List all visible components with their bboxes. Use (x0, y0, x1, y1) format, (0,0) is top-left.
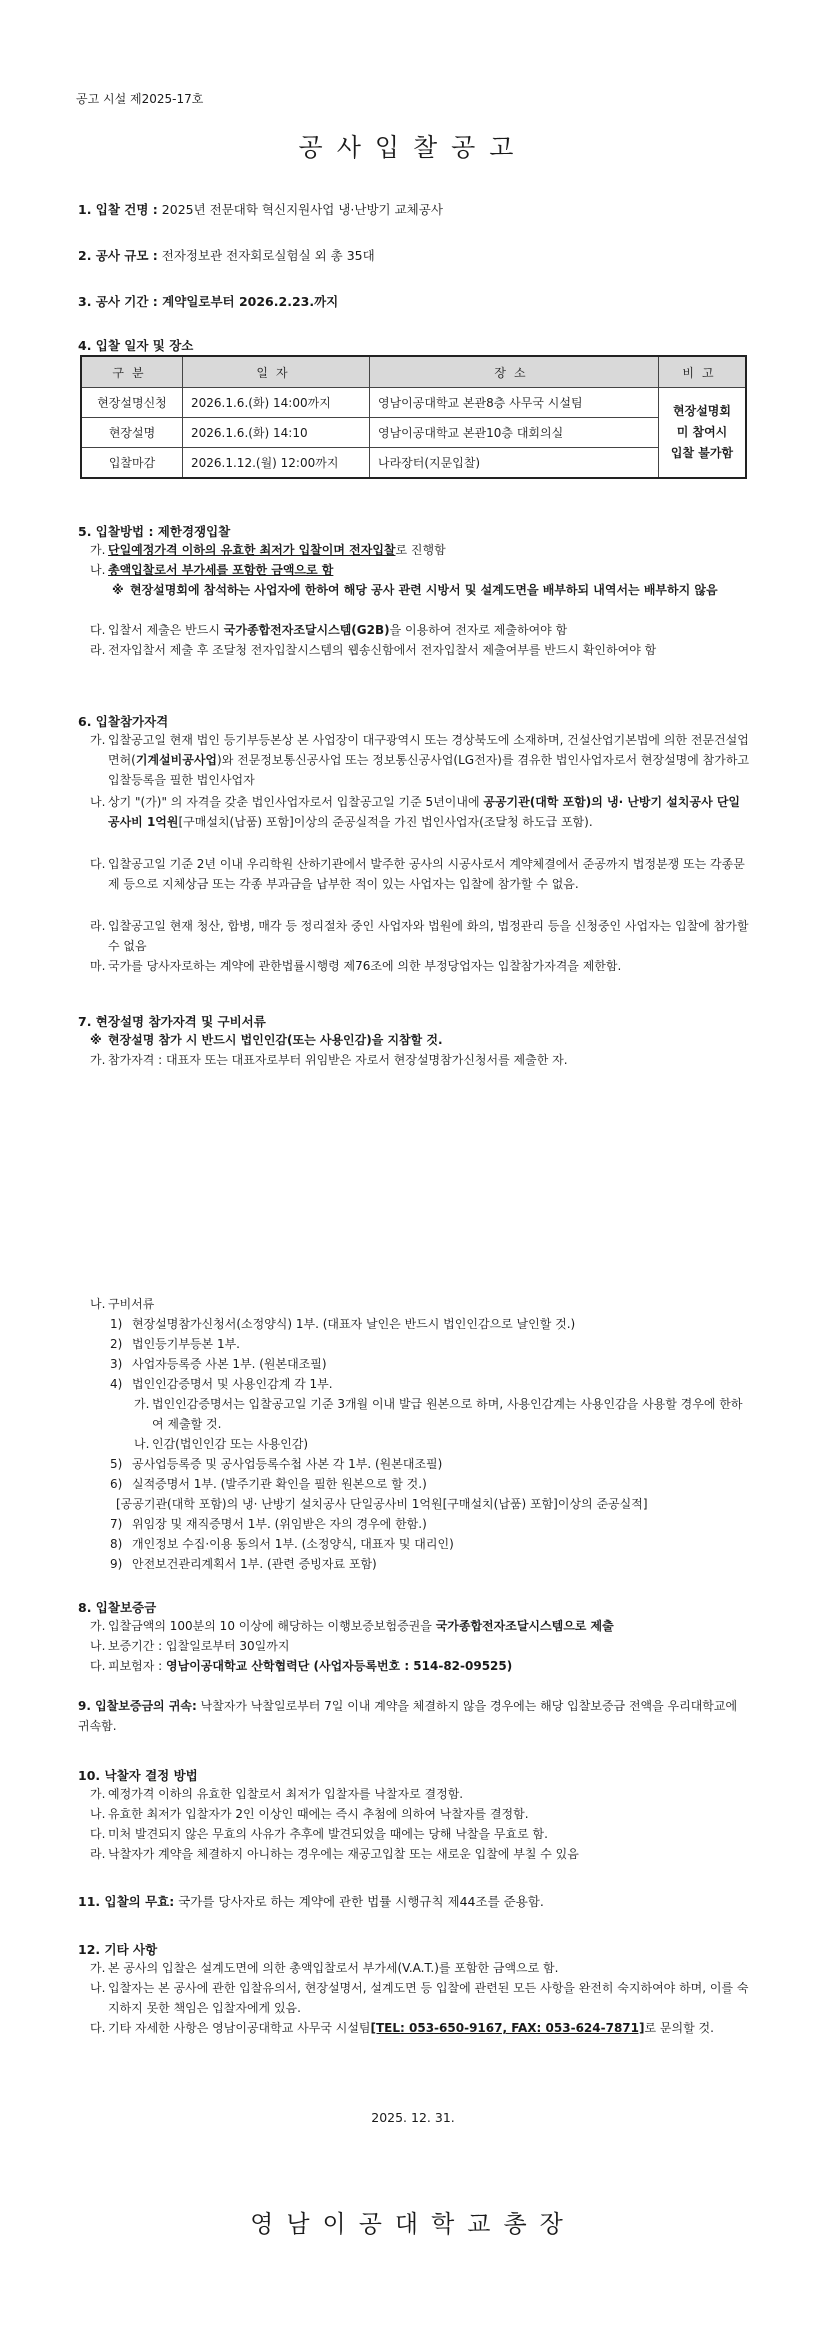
section-12-label: 12. 기타 사항 (78, 1942, 158, 1957)
insured-label: 피보험자 : (108, 1659, 167, 1673)
section-1 (78, 200, 443, 218)
award-rule-text: 미처 발견되지 않은 무효의 사유가 추후에 발견되었을 때에는 당해 낙찰을 무효로 함. (108, 1827, 548, 1841)
submission-check-text: 전자입찰서 제출 후 조달청 전자입찰시스템의 웹송신함에서 전자입찰서 제출여부를 반드시 확인하여야 함 (108, 643, 657, 657)
document-item (110, 1474, 750, 1494)
section-5-label: 5. 입찰방법 : 제한경쟁입찰 (78, 524, 231, 539)
section-3 (78, 292, 338, 310)
section-10-item (90, 1844, 750, 1864)
item-marker: 1) (110, 1317, 123, 1331)
section-7-note (90, 1030, 730, 1050)
document-item-text: 실적증명서 1부. (발주기관 확인을 필한 원본으로 할 것.) (132, 1477, 427, 1491)
document-subitem-text: 법인인감증명서는 입찰공고일 기준 3개월 이내 발급 원본으로 하며, 사용인감계는 사용인감을 사용할 경우에 한하여 제출할 것. (152, 1397, 743, 1431)
item-marker: 마. (90, 959, 106, 973)
license-name: 기계설비공사업 (135, 753, 218, 767)
schedule-cell-place: 나라장터(지문입찰) (370, 448, 659, 479)
contact-text: 기타 자세한 사항은 영남이공대학교 사무국 시설팀 (108, 2021, 371, 2035)
schedule-remark-line: 입찰 불가함 (670, 446, 734, 460)
section-5 (78, 522, 230, 540)
document-item-text: 안전보건관리계획서 1부. (관련 증빙자료 포함) (132, 1557, 377, 1571)
schedule-cell-place: 영남이공대학교 본관8층 사무국 시설팀 (370, 388, 659, 418)
unfit-bidder-text: 국가를 당사자로하는 계약에 관한법률시행령 제76조에 의한 부정당업자는 입찰참가자격을 제한함. (108, 959, 622, 973)
section-11-value: 국가를 당사자로 하는 계약에 관한 법률 시행규칙 제44조를 준용함. (174, 1894, 544, 1909)
section-3-label: 3. 공사 기간 : (78, 294, 158, 309)
item-marker: 다. (90, 857, 106, 871)
section-7-item-na (90, 1294, 750, 1314)
schedule-cell-place: 영남이공대학교 본관10층 대회의실 (370, 418, 659, 448)
section-10-item (90, 1824, 750, 1844)
schedule-header-date: 일자 (183, 356, 370, 388)
document-item-text: 현장설명참가신청서(소정양식) 1부. (대표자 날인은 반드시 법인인감으로 날인할 것.) (132, 1317, 576, 1331)
submission-text: 입찰서 제출은 반드시 (108, 623, 224, 637)
item-marker: 8) (110, 1537, 123, 1551)
performance-text-suffix: [구매설치(납품) 포함]이상의 준공실적을 가진 법인사업자(조달청 하도급 포함). (178, 815, 593, 829)
item-marker: 라. (90, 643, 106, 657)
schedule-cell-type: 입찰마감 (81, 448, 183, 479)
liquidation-restriction-text: 입찰공고일 현재 청산, 합병, 매각 등 정리절차 중인 사업자와 법원에 화의, 법정관리 등을 신청중인 사업자는 입찰에 참가할 수 없음 (108, 919, 749, 953)
item-marker: 가. (90, 1619, 106, 1633)
schedule-remark-line: 현장설명회 (673, 404, 731, 418)
guarantee-period-text: 보증기간 : 입찰일로부터 30일까지 (108, 1639, 290, 1653)
section-5-item-na (90, 560, 750, 580)
performance-requirement: 공공기관(대학 포함)의 냉· 난방기 설치공사 단일공사비 1억원 (108, 795, 741, 829)
deposit-text: 입찰금액의 100분의 10 이상에 해당하는 이행보증보험증권을 (108, 1619, 436, 1633)
schedule-header-type: 구분 (81, 356, 183, 388)
section-6 (78, 712, 168, 730)
item-marker: 가. (90, 1053, 106, 1067)
document-item (110, 1334, 750, 1354)
schedule-cell-type: 현장설명 (81, 418, 183, 448)
section-12-item-na (90, 1978, 750, 2018)
document-item-text: 사업자등록증 사본 1부. (원본대조필) (132, 1357, 327, 1371)
section-10-item (90, 1784, 750, 1804)
section-12-item-ga (90, 1958, 750, 1978)
item-marker: 3) (110, 1357, 123, 1371)
item-marker: 가. (90, 733, 106, 747)
lump-sum-text: 총액입찰로서 부가세를 포함한 금액으로 함 (108, 563, 334, 577)
item-marker: 2) (110, 1337, 123, 1351)
schedule-cell-type: 현장설명신청 (81, 388, 183, 418)
required-documents-label: 구비서류 (108, 1297, 155, 1311)
item-marker: 다. (90, 1659, 106, 1673)
performance-text: 상기 "(가)" 의 자격을 갖춘 법인사업자로서 입찰공고일 기준 5년이내에 (108, 795, 484, 809)
bid-type-text: 단일예정가격 이하의 유효한 최저가 입찰이며 전자입찰 (108, 543, 396, 557)
section-12-item-da (90, 2018, 750, 2038)
item-marker: 다. (90, 2021, 106, 2035)
submission-text-suffix: 을 이용하여 전자로 제출하여야 함 (389, 623, 568, 637)
section-6-label: 6. 입찰참가자격 (78, 714, 169, 729)
site-briefing-note: 현장설명회에 참석하는 사업자에 한하여 해당 공사 관련 시방서 및 설계도면을 배부하되 내역서는 배부하지 않음 (130, 583, 718, 597)
section-6-item-ma (90, 956, 750, 976)
award-rule-text: 예정가격 이하의 유효한 입찰로서 최저가 입찰자를 낙찰자로 결정함. (108, 1787, 464, 1801)
item-marker: 가. (134, 1397, 150, 1411)
section-5-item-ga (90, 540, 750, 560)
section-2-label: 2. 공사 규모 : (78, 248, 158, 263)
item-marker: 다. (90, 1827, 106, 1841)
document-item (110, 1354, 750, 1374)
section-8-item-ga (90, 1616, 750, 1636)
document-item (110, 1454, 750, 1474)
section-7-item-ga (90, 1050, 750, 1070)
section-6-item-na (90, 792, 750, 832)
performance-note-text: [공공기관(대학 포함)의 냉· 난방기 설치공사 단일공사비 1억원[구매설치(납품) 포함]이상의 준공실적] (116, 1497, 648, 1511)
deposit-submission: 국가종합전자조달시스템으로 제출 (435, 1619, 614, 1633)
document-item-text: 위임장 및 재직증명서 1부. (위임받은 자의 경우에 한함.) (132, 1517, 427, 1531)
item-marker: 나. (90, 1639, 106, 1653)
participant-qualification-text: 참가자격 : 대표자 또는 대표자로부터 위임받은 자로서 현장설명참가신청서를 제출한 자. (108, 1053, 568, 1067)
item-marker: 나. (90, 795, 106, 809)
document-item-text: 법인인감증명서 및 사용인감계 각 1부. (132, 1377, 333, 1391)
item-marker: 나. (90, 563, 106, 577)
bid-type-suffix: 로 진행함 (395, 543, 446, 557)
performance-note (116, 1494, 756, 1514)
section-7-label: 7. 현장설명 참가자격 및 구비서류 (78, 1014, 266, 1029)
item-marker: 5) (110, 1457, 123, 1471)
item-marker: 나. (90, 1981, 106, 1995)
section-5-item-ra (90, 640, 750, 660)
section-10 (78, 1766, 198, 1784)
document-subitem (134, 1434, 750, 1454)
section-2-value: 전자정보관 전자회로실험실 외 총 35대 (157, 248, 375, 263)
section-6-item-ra (90, 916, 750, 956)
item-marker: 나. (134, 1437, 150, 1451)
document-subitem (134, 1394, 750, 1434)
document-item (110, 1554, 750, 1574)
schedule-row (81, 448, 746, 479)
item-marker: 7) (110, 1517, 123, 1531)
seal-required-note: 현장설명 참가 시 반드시 법인인감(또는 사용인감)을 지참할 것. (108, 1033, 443, 1047)
award-rule-text: 낙찰자가 계약을 체결하지 아니하는 경우에는 재공고입찰 또는 새로운 입찰에 부칠 수 있음 (108, 1847, 579, 1861)
section-10-item (90, 1804, 750, 1824)
document-item-text: 개인정보 수집·이용 동의서 1부. (소정양식, 대표자 및 대리인) (132, 1537, 454, 1551)
schedule-cell-date: 2026.1.6.(화) 14:10 (183, 418, 370, 448)
section-11-label: 11. 입찰의 무효: (78, 1894, 175, 1909)
page-title: 공사입찰공고 (298, 133, 528, 162)
section-4 (78, 336, 193, 354)
item-marker: 라. (90, 919, 106, 933)
section-8-item-da (90, 1656, 750, 1676)
g2b-system-name: 국가종합전자조달시스템(G2B) (223, 623, 390, 637)
qualification-text: 입찰공고일 현재 법인 등기부등본상 본 사업장이 대구광역시 또는 경상북도에 소재하며, 건설산업기본법에 의한 전문건설업 면허( (108, 733, 749, 767)
section-1-value: 2025년 전문대학 혁신지원사업 냉·난방기 교체공사 (157, 202, 443, 217)
contact-text-suffix: 로 문의할 것. (644, 2021, 714, 2035)
section-3-value: 계약일로부터 2026.2.23.까지 (157, 294, 339, 309)
dispute-restriction-text: 입찰공고일 기준 2년 이내 우리학원 산하기관에서 발주한 공사의 시공사로서 계약체결에서 준공까지 법정분쟁 또는 각종문제 등으로 지체상금 또는 각종 부과금을 납부한 적이 있는 사업자는 입찰에 참가할 수 없음. (108, 857, 745, 891)
item-marker: 4) (110, 1377, 123, 1391)
schedule-remark-line: 미 참여시 (676, 425, 728, 439)
schedule-header-place: 장소 (370, 356, 659, 388)
item-marker: 다. (90, 623, 106, 637)
section-2 (78, 246, 375, 264)
section-8-item-na (90, 1636, 750, 1656)
section-1-label: 1. 입찰 건명 : (78, 202, 158, 217)
schedule-cell-date: 2026.1.12.(월) 12:00까지 (183, 448, 370, 479)
issuer-signature: 영남이공대학교총장 (250, 2210, 576, 2238)
contact-phone-fax: [TEL: 053-650-9167, FAX: 053-624-7871] (370, 2021, 645, 2035)
schedule-header-remark: 비고 (659, 356, 747, 388)
section-11 (78, 1892, 544, 1910)
schedule-remark (659, 388, 747, 479)
document-item (110, 1314, 750, 1334)
section-6-item-da (90, 854, 750, 894)
schedule-cell-date: 2026.1.6.(화) 14:00까지 (183, 388, 370, 418)
section-9-label: 9. 입찰보증금의 귀속: (78, 1699, 197, 1713)
schedule-table (80, 355, 747, 479)
qualification-text-suffix: )와 전문정보통신공사업 또는 정보통신공사업(LG전자)를 겸유한 법인사업자로서 현장설명에 참가하고 입찰등록을 필한 법인사업자 (108, 753, 750, 787)
section-9-value: 낙찰자가 낙찰일로부터 7일 이내 계약을 체결하지 않을 경우에는 해당 입찰보증금 전액을 우리대학교에 귀속함. (78, 1699, 738, 1733)
schedule-row (81, 418, 746, 448)
misc-text: 입찰자는 본 공사에 관한 입찰유의서, 현장설명서, 설계도면 등 입찰에 관련된 모든 사항을 완전히 숙지하여야 하며, 이를 숙지하지 못한 책임은 입찰자에게 있음. (108, 1981, 749, 2015)
document-item (110, 1374, 750, 1394)
section-8-label: 8. 입찰보증금 (78, 1600, 157, 1615)
item-marker: 나. (90, 1297, 106, 1311)
notice-date: 2025. 12. 31. (371, 2110, 455, 2125)
section-8 (78, 1598, 156, 1616)
note-marker: ※ (90, 1033, 102, 1047)
item-marker: 6) (110, 1477, 123, 1491)
misc-text: 본 공사의 입찰은 설계도면에 의한 총액입찰로서 부가세(V.A.T.)를 포함한 금액으로 함. (108, 1961, 559, 1975)
item-marker: 9) (110, 1557, 123, 1571)
section-5-item-da (90, 620, 750, 640)
item-marker: 가. (90, 543, 106, 557)
section-12 (78, 1940, 157, 1958)
document-item-text: 공사업등록증 및 공사업등록수첩 사본 각 1부. (원본대조필) (132, 1457, 443, 1471)
section-6-item-ga (90, 730, 750, 790)
item-marker: 가. (90, 1787, 106, 1801)
item-marker: 가. (90, 1961, 106, 1975)
item-marker: 라. (90, 1847, 106, 1861)
section-4-label: 4. 입찰 일자 및 장소 (78, 338, 194, 353)
section-9 (78, 1696, 750, 1736)
section-10-label: 10. 낙찰자 결정 방법 (78, 1768, 198, 1783)
schedule-row (81, 388, 746, 418)
note-marker: ※ (112, 583, 124, 597)
section-5-note (112, 580, 752, 600)
award-rule-text: 유효한 최저가 입찰자가 2인 이상인 때에는 즉시 추첨에 의하여 낙찰자를 결정함. (108, 1807, 529, 1821)
item-marker: 나. (90, 1807, 106, 1821)
insured-value: 영남이공대학교 산학협력단 (사업자등록번호 : 514-82-09525) (166, 1659, 513, 1673)
document-number: 공고 시설 제2025-17호 (76, 92, 204, 106)
document-item (110, 1534, 750, 1554)
document-item-text: 법인등기부등본 1부. (132, 1337, 241, 1351)
schedule-header-row (81, 356, 746, 388)
document-item (110, 1514, 750, 1534)
section-7 (78, 1012, 266, 1030)
document-subitem-text: 인감(법인인감 또는 사용인감) (152, 1437, 309, 1451)
